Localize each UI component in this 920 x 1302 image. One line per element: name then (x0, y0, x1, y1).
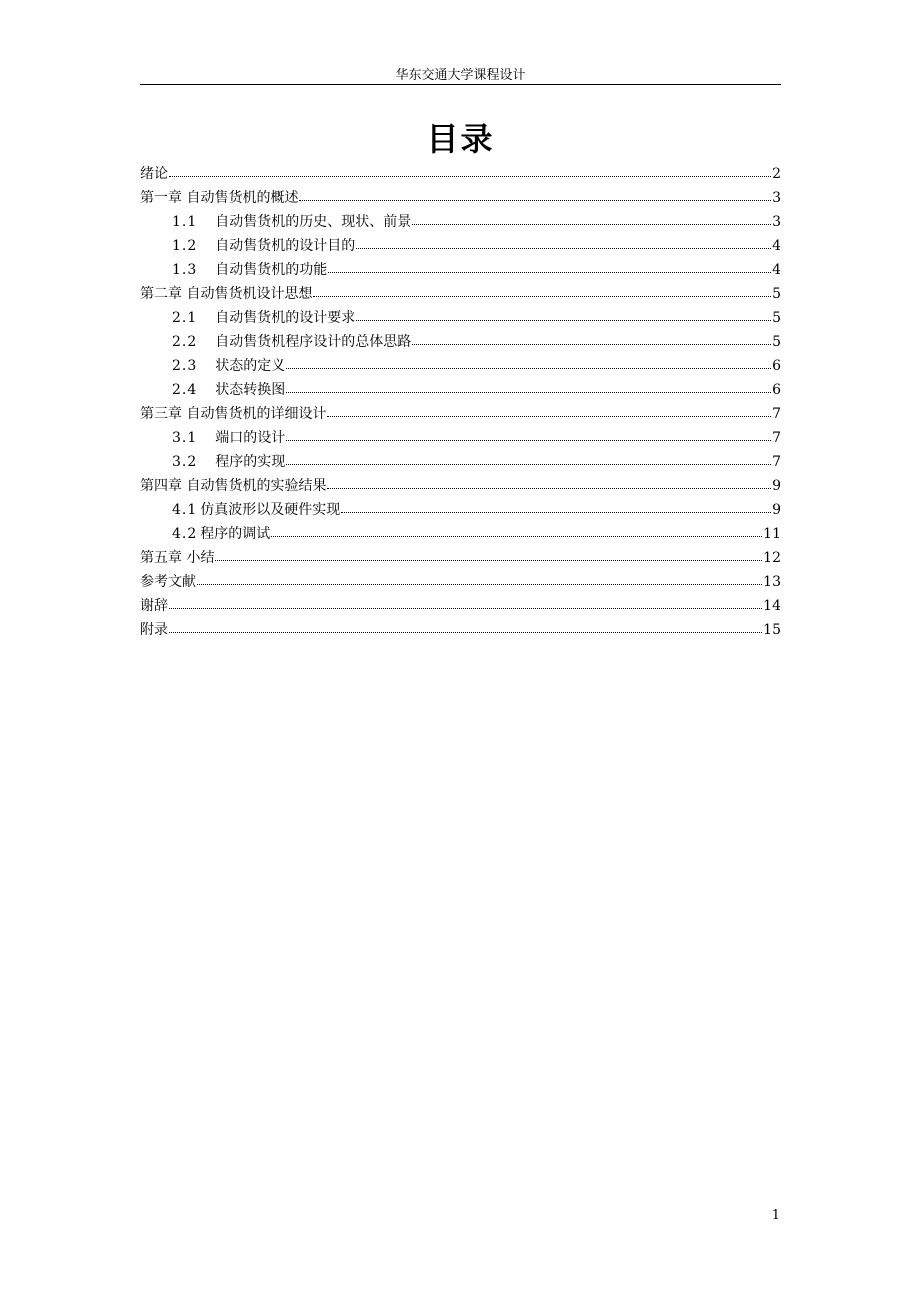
toc-entry-number: 2.1 (172, 310, 198, 326)
toc-leader-dots (286, 448, 771, 465)
toc-entry[interactable] (140, 496, 781, 520)
toc-entry-number: 1.2 (172, 238, 198, 254)
toc-leader-dots (299, 184, 771, 201)
toc-entry-label: 程序的实现 (215, 454, 286, 470)
toc-leader-dots (412, 328, 771, 345)
header-divider (140, 84, 781, 85)
toc-entry[interactable] (140, 304, 781, 328)
toc-entry-label: 第五章 小结 (140, 550, 215, 566)
toc-entry-page: 12 (763, 550, 781, 566)
toc-entry-label: 绪论 (140, 166, 168, 182)
toc-entry[interactable] (140, 376, 781, 400)
toc-leader-dots (286, 352, 771, 369)
toc-entry-number: 2.3 (172, 358, 198, 374)
toc-leader-dots (313, 280, 771, 297)
toc-title: 目录 (426, 120, 495, 158)
toc-entry-label: 谢辞 (140, 598, 168, 614)
toc-entry[interactable] (140, 208, 781, 232)
toc-entry-label: 自动售货机程序设计的总体思路 (215, 334, 412, 350)
toc-entry-page: 6 (772, 358, 781, 374)
toc-entry[interactable] (140, 448, 781, 472)
toc-entry-label: 附录 (140, 622, 168, 638)
toc-entry[interactable] (140, 280, 781, 304)
toc-entry-label: 第四章 自动售货机的实验结果 (140, 478, 327, 494)
toc-leader-dots (286, 424, 771, 441)
toc-leader-dots (215, 544, 762, 561)
toc-entry[interactable] (140, 592, 781, 616)
toc-entry-number: 4.1 (172, 502, 198, 518)
toc-entry-label: 自动售货机的设计目的 (215, 238, 356, 254)
toc-entry-label: 参考文献 (140, 574, 196, 590)
toc-entry[interactable] (140, 544, 781, 568)
toc-entry[interactable] (140, 424, 781, 448)
toc-entry-page: 14 (763, 598, 781, 614)
toc-entry[interactable] (140, 400, 781, 424)
toc-entry-page: 7 (772, 430, 781, 446)
toc-entry[interactable] (140, 472, 781, 496)
table-of-contents (140, 160, 781, 640)
toc-leader-dots (169, 160, 771, 177)
toc-entry-page: 2 (772, 166, 781, 182)
toc-entry-label: 状态的定义 (215, 358, 286, 374)
toc-leader-dots (356, 304, 771, 321)
toc-entry-page: 4 (772, 238, 781, 254)
toc-entry-label: 状态转换图 (215, 382, 286, 398)
toc-entry[interactable] (140, 184, 781, 208)
toc-entry-label: 第二章 自动售货机设计思想 (140, 286, 313, 302)
toc-entry-number: 3.1 (172, 430, 198, 446)
toc-entry[interactable] (140, 352, 781, 376)
toc-entry-page: 6 (772, 382, 781, 398)
toc-entry-number: 2.2 (172, 334, 198, 350)
toc-entry-number: 1.3 (172, 262, 198, 278)
toc-entry-label: 第三章 自动售货机的详细设计 (140, 406, 327, 422)
toc-entry-label: 自动售货机的设计要求 (215, 310, 356, 326)
toc-leader-dots (356, 232, 771, 249)
toc-entry-label: 仿真波形以及硬件实现 (200, 502, 341, 518)
toc-entry[interactable] (140, 520, 781, 544)
toc-entry-number: 1.1 (172, 214, 198, 230)
toc-entry[interactable] (140, 328, 781, 352)
toc-leader-dots (328, 256, 771, 273)
toc-entry-number: 2.4 (172, 382, 198, 398)
toc-leader-dots (412, 208, 771, 225)
toc-entry-page: 3 (772, 190, 781, 206)
toc-entry-page: 5 (772, 286, 781, 302)
toc-entry-page: 9 (772, 502, 781, 518)
toc-leader-dots (327, 472, 771, 489)
toc-entry-page: 5 (772, 310, 781, 326)
toc-entry-label: 第一章 自动售货机的概述 (140, 190, 299, 206)
toc-leader-dots (327, 400, 771, 417)
toc-entry-page: 3 (772, 214, 781, 230)
page-number: 1 (771, 1208, 780, 1223)
toc-leader-dots (169, 592, 762, 609)
toc-entry-page: 11 (763, 526, 781, 542)
toc-leader-dots (169, 616, 762, 633)
toc-leader-dots (341, 496, 771, 513)
toc-entry-page: 13 (763, 574, 781, 590)
toc-entry-page: 15 (763, 622, 781, 638)
toc-entry[interactable] (140, 568, 781, 592)
toc-leader-dots (197, 568, 762, 585)
toc-leader-dots (286, 376, 771, 393)
toc-entry[interactable] (140, 232, 781, 256)
toc-leader-dots (271, 520, 762, 537)
toc-entry-label: 程序的调试 (200, 526, 271, 542)
toc-entry-page: 7 (772, 454, 781, 470)
toc-entry-label: 自动售货机的历史、现状、前景 (215, 214, 412, 230)
toc-entry-page: 5 (772, 334, 781, 350)
toc-entry-page: 4 (772, 262, 781, 278)
toc-entry-page: 9 (772, 478, 781, 494)
page-header: 华东交通大学课程设计 (395, 68, 526, 83)
toc-entry[interactable] (140, 160, 781, 184)
toc-entry-label: 端口的设计 (215, 430, 286, 446)
toc-entry[interactable] (140, 256, 781, 280)
toc-entry-page: 7 (772, 406, 781, 422)
toc-entry-number: 3.2 (172, 454, 198, 470)
toc-entry-number: 4.2 (172, 526, 198, 542)
toc-entry[interactable] (140, 616, 781, 640)
toc-entry-label: 自动售货机的功能 (215, 262, 328, 278)
